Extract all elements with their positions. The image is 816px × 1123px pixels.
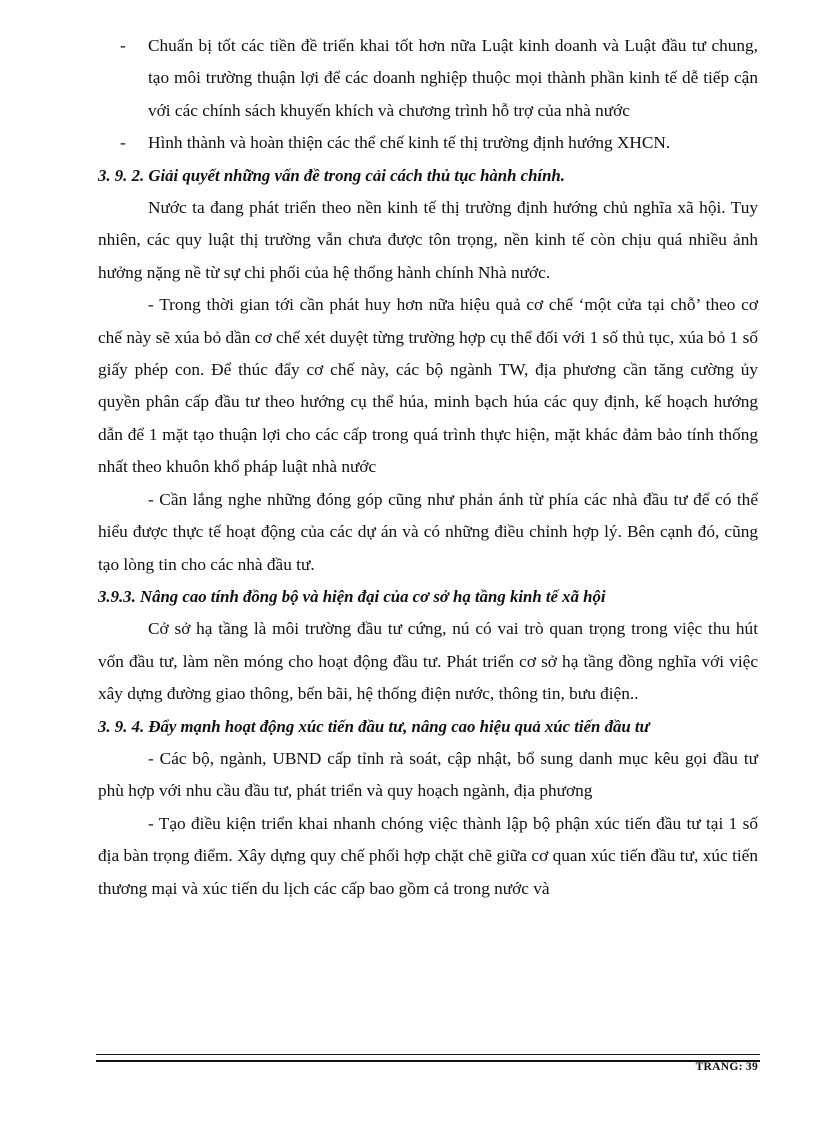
paragraph: - Các bộ, ngành, UBND cấp tỉnh rà soát, cập nhật, bổ sung danh mục kêu gọi đầu tư phù hợp với nhu cầu đầu tư, phát triển và quy hoạch ngành, địa phương [98,748,758,801]
footer-divider [96,1054,760,1062]
paragraph: Nước ta đang phát triển theo nền kinh tế thị trường định hướng chủ nghĩa xã hội. Tuy nhiên, các quy luật thị trường vẫn chưa được tôn trọng, nền kinh tế còn chịu quá nhiều ảnh hưởng nặng nề từ sự chi phối của hệ thống hành chính Nhà nước. [98,198,758,282]
bullet-item [98,30,758,127]
page-number: TRANG: 39 [695,1061,758,1073]
bullet-dash: - [120,36,126,55]
bullet-dash: - [120,133,126,153]
paragraph: - Trong thời gian tới cần phát huy hơn nữa hiệu quả cơ chế ‘một cửa tại chỗ’ theo cơ chế này sẽ xúa bỏ dần cơ chế xét duyệt từng trường hợp cụ thể đối với 1 số thủ tục, xúa bỏ 1 số giấy phép con. Để thúc đẩy cơ chế này, các bộ ngành TW, địa phương cần tăng cường ủy quyền phân cấp đầu tư theo hướng cụ thể húa, minh bạch húa các quy định, kế hoạch hướng dẫn để 1 mặt tạo thuận lợi cho các cấp trong quá trình thực hiện, mặt khác đảm bảo tính thống nhất theo khuôn khổ pháp luật nhà nước [98,295,758,477]
bullet-text: Chuẩn bị tốt các tiền đề triển khai tốt hơn nữa Luật kinh doanh và Luật đầu tư chung, tạo môi trường thuận lợi để các doanh nghiệp thuộc mọi thành phần kinh tế dễ tiếp cận với các chính sách khuyến khích và chương trình hỗ trợ của nhà nước [148,36,758,120]
section-heading-3-9-2: 3. 9. 2. Giải quyết những vấn đề trong cải cách thủ tục hành chính. [98,165,565,185]
bullet-item [98,127,758,159]
paragraph: - Cần lắng nghe những đóng góp cũng như phản ánh từ phía các nhà đầu tư để có thể hiểu được thực tế hoạt động của các dự án và có những điều chỉnh hợp lý. Bên cạnh đó, cũng tạo lòng tin cho các nhà đầu tư. [98,489,758,574]
section-heading-3-9-4: 3. 9. 4. Đẩy mạnh hoạt động xúc tiến đầu tư, nâng cao hiệu quả xúc tiến đầu tư [98,716,650,736]
page-body [98,30,758,905]
section-heading-3-9-3: 3.9.3. Nâng cao tính đồng bộ và hiện đại của cơ sở hạ tầng kinh tế xã hội [98,586,606,606]
bullet-text: Hình thành và hoàn thiện các thể chế kinh tế thị trường định hướng XHCN. [148,133,671,153]
paragraph: - Tạo điều kiện triển khai nhanh chóng việc thành lập bộ phận xúc tiến đầu tư tại 1 số địa bàn trọng điểm. Xây dựng quy chế phối hợp chặt chẽ giữa cơ quan xúc tiến đầu tư, xúc tiến thương mại và xúc tiến du lịch các cấp bao gồm cả trong nước và [98,813,758,898]
paragraph: Cở sở hạ tầng là môi trường đầu tư cứng, nú có vai trò quan trọng trong việc thu hút vốn đầu tư, làm nền móng cho hoạt động đầu tư. Phát triển cơ sở hạ tầng đồng nghĩa với việc xây dựng đường giao thông, bến bãi, hệ thống điện nước, thông tin, bưu điện.. [98,619,758,704]
